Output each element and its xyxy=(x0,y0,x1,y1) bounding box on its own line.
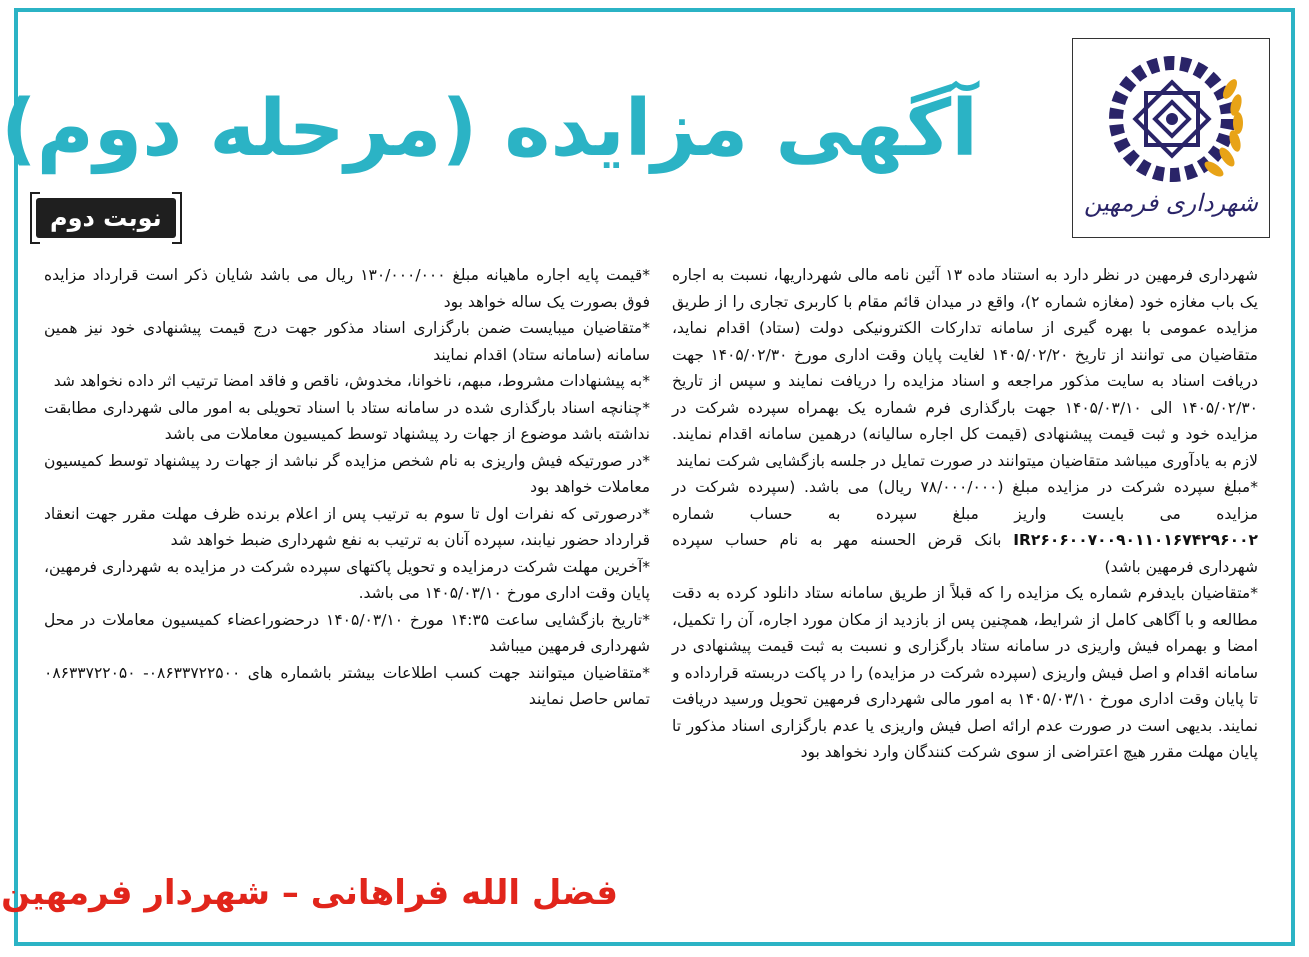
condition-item: *قیمت پایه اجاره ماهیانه مبلغ ۱۳۰/۰۰۰/۰۰۰ ریال می باشد شایان ذکر است قرارداد مزایده فوق بصورت یک ساله خواهد بود xyxy=(44,266,651,311)
intro-paragraph: شهرداری فرمهین در نظر دارد به استناد ماده ۱۳ آئین نامه مالی شهرداریها، نسبت به اجاره یک باب مغازه خود (مغازه شماره ۲)، واقع در میدان قائم مقام با کاربری تجاری را از طریق مزایده عمومی با بهره گیری از سامانه تدارکات الکترونیکی دولت (ستاد) اقدام نماید، متقاضیان می توانند از تاریخ ۱۴۰۵/۰۲/۲۰ لغایت پایان وقت اداری مورخ ۱۴۰۵/۰۲/۳۰ جهت دریافت اسناد به سایت مذکور مراجعه و اسناد مزایده را دریافت نمایند و سپس از تاریخ ۱۴۰۵/۰۲/۳۰ الی ۱۴۰۵/۰۳/۱۰ جهت بارگذاری فرم شماره یک بهمراه سپرده شرکت در مزایده خود و ثبت قیمت پیشنهادی (قیمت کل اجاره سالیانه) درهمین سامانه اقدام نمایند. لازم به یادآوری میباشد متقاضیان میتوانند در صورت تمایل در جلسه بازگشایی شرکت نمایند xyxy=(672,266,1258,470)
deposit-paragraph xyxy=(672,474,1258,580)
condition-item: *به پیشنهادات مشروط، مبهم، ناخوانا، مخدوش، ناقص و فاقد امضا ترتیب اثر داده نخواهد شد xyxy=(53,372,650,390)
round-badge: نوبت دوم xyxy=(36,198,176,238)
deposit-text: *مبلغ سپرده شرکت در مزایده مبلغ (۷۸/۰۰۰/۰۰۰ ریال) می باشد. (سپرده شرکت در مزایده می بایست واریز مبلغ سپرده به حساب شماره xyxy=(672,478,1258,523)
logo-caption: شهرداری فرمهین xyxy=(1084,189,1258,217)
municipality-logo xyxy=(1072,38,1270,238)
iban-number: IR۲۶۰۶۰۰۷۰۰۹۰۱۱۰۱۶۷۴۲۹۶۰۰۲ xyxy=(1013,531,1258,549)
condition-item: *درصورتی که نفرات اول تا سوم به ترتیب پس از اعلام برنده ظرف مهلت مقرر جهت انعقاد قرارداد حضور نیابند، سپرده آنان به ترتیب به نفع شهرداری ضبط خواهد شد xyxy=(44,504,650,549)
left-column xyxy=(44,262,650,713)
condition-item: *تاریخ بازگشایی ساعت ۱۴:۳۵ مورخ ۱۴۰۵/۰۳/۱۰ درحضوراعضاء کمیسیون معاملات در محل شهرداری فرمهین میباشد xyxy=(44,610,650,655)
condition-item: *چنانچه اسناد بارگذاری شده در سامانه ستاد با اسناد تحویلی به امور مالی شهرداری مطابقت نداشته باشد موضوع از جهات رد پیشنهاد توسط کمیسیون معاملات می باشد xyxy=(44,398,650,443)
condition-item: *در صورتیکه فیش واریزی به نام شخص مزایده گر نباشد از جهات رد پیشنهاد توسط کمیسیون معاملات خواهد بود xyxy=(44,451,650,496)
condition-item: *آخرین مهلت شرکت درمزایده و تحویل پاکتهای سپرده شرکت در مزایده به شهرداری فرمهین، پایان وقت اداری مورخ ۱۴۰۵/۰۳/۱۰ می باشد. xyxy=(44,557,650,602)
right-column xyxy=(672,262,1258,766)
form-instructions-paragraph: *متقاضیان بایدفرم شماره یک مزایده را که قبلاً از طریق سامانه ستاد دانلود کرده به دقت مطالعه و با آگاهی کامل از شرایط، همچنین پس از بازدید از مکان مورد اجاره، آن را تکمیل، امضا و بهمراه فیش واریزی در سامانه ستاد بارگزاری و نسبت به ثبت قیمت پیشنهادی در سامانه اقدام و اصل فیش واریزی (سپرده شرکت در مزایده) را در پاکت دربسته قرارداده و تا پایان وقت اداری مورخ ۱۴۰۵/۰۳/۱۰ به امور مالی شهرداری فرمهین تحویل ورسید دریافت نمایند. بدیهی است در صورت عدم ارائه اصل فیش واریزی یا عدم بارگزاری اسناد مذکور تا پایان مهلت مقرر هیچ اعتراضی از سوی شرکت کنندگان وارد نخواهد بود xyxy=(672,584,1258,761)
page-title: آگهی مزایده (مرحله دوم) xyxy=(0,84,978,174)
advertisement-page xyxy=(0,8,1295,946)
mayor-signature: فضل الله فراهانی – شهردار فرمهین xyxy=(1,873,618,913)
condition-item: *متقاضیان میبایست ضمن بارگزاری اسناد مذکور جهت درج قیمت پیشنهادی خود نیز همین سامانه (سامانه ستاد) اقدام نمایند xyxy=(44,319,650,364)
condition-item: *متقاضیان میتوانند جهت کسب اطلاعات بیشتر باشماره های ۰۸۶۳۳۷۲۲۵۰۰- ۰۸۶۳۳۷۲۲۰۵۰ تماس حاصل نمایند xyxy=(44,663,650,708)
deposit-bank-text: بانک قرض الحسنه مهر به نام حساب سپرده شهرداری فرمهین باشد) xyxy=(672,531,1258,576)
